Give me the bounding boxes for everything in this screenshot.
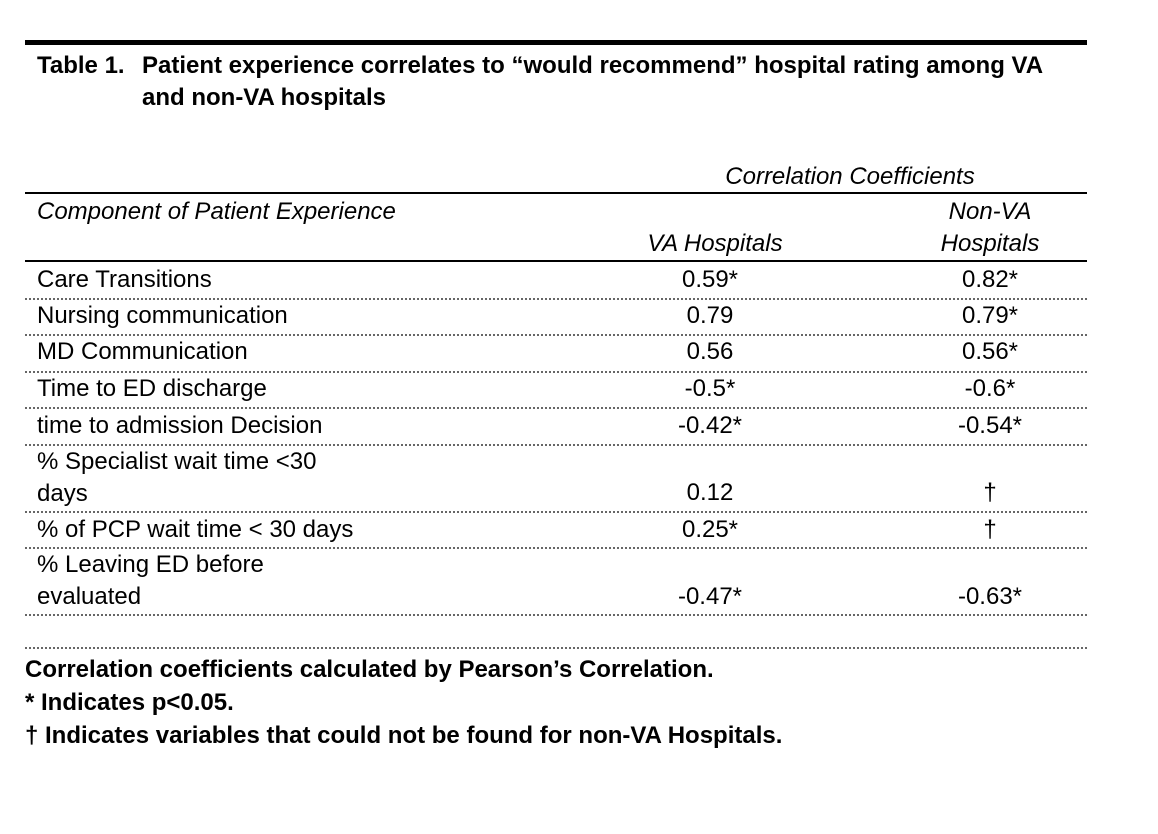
table-row-non-va-value: -0.54* — [957, 412, 1023, 439]
table-row-label: % Specialist wait time <30 days — [37, 448, 317, 507]
table-title: Patient experience correlates to “would recommend” hospital rating among VA and non-VA hospitals — [142, 52, 1043, 111]
note-significance: * Indicates p<0.05. — [25, 689, 234, 716]
column-header-va: VA Hospitals — [647, 230, 783, 257]
table-row-non-va-value: -0.6* — [964, 375, 1016, 402]
table-row-va-value: 0.56 — [686, 338, 734, 365]
table-row-label: % Leaving ED before evaluated — [37, 551, 264, 610]
table-row-non-va-value: -0.63* — [957, 583, 1023, 610]
table-row-label: Time to ED discharge — [37, 375, 267, 402]
column-header-component: Component of Patient Experience — [37, 198, 396, 225]
top-rule — [25, 40, 1087, 45]
table-row-non-va-value: 0.56* — [961, 338, 1019, 365]
table-row-non-va-value: 0.79* — [961, 302, 1019, 329]
table-row-label: % of PCP wait time < 30 days — [37, 516, 354, 543]
note-dagger: † Indicates variables that could not be found for non-VA Hospitals. — [25, 722, 783, 749]
row-divider — [25, 407, 1087, 409]
table-row-va-value: -0.47* — [677, 583, 743, 610]
table-row-va-value: 0.59* — [681, 266, 739, 293]
row-divider — [25, 511, 1087, 513]
table-notes — [25, 653, 1085, 752]
note-pearson: Correlation coefficients calculated by Pearson’s Correlation. — [25, 656, 714, 683]
table-row-va-value: -0.5* — [684, 375, 736, 402]
table-row-va-value: 0.12 — [686, 479, 734, 506]
table-row-label: Nursing communication — [37, 302, 288, 329]
correlation-coefficients-header: Correlation Coefficients — [725, 163, 975, 190]
table-row-va-value: -0.42* — [677, 412, 743, 439]
table-row-va-value: 0.25* — [681, 516, 739, 543]
table-row-label: time to admission Decision — [37, 412, 323, 439]
table-row-va-value: 0.79 — [686, 302, 734, 329]
table-row-label: MD Communication — [37, 338, 248, 365]
table-row-non-va-value: † — [983, 479, 997, 506]
row-divider — [25, 614, 1087, 616]
table-row-non-va-value: † — [983, 516, 997, 543]
table-bottom-rule — [25, 647, 1087, 649]
header-rule — [25, 260, 1087, 262]
table-number: Table 1. — [37, 52, 125, 79]
table-row-label: Care Transitions — [37, 266, 212, 293]
column-header-non-va: Non-VA Hospitals — [940, 198, 1040, 257]
table-row-non-va-value: 0.82* — [961, 266, 1019, 293]
group-header-rule — [25, 192, 1087, 194]
